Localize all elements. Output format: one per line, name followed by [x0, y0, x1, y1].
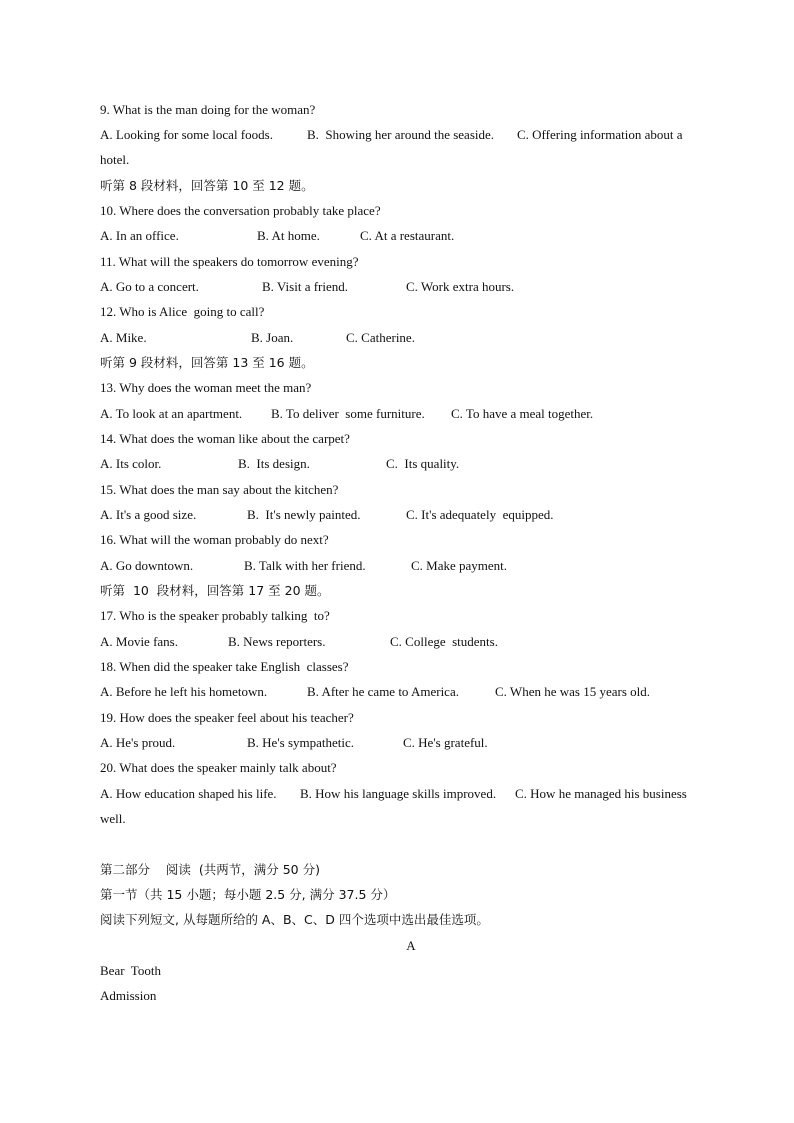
- question-13-option-c: C. To have a meal together.: [451, 406, 594, 421]
- section-instruction-10: 听第 10 段材料，回答第 17 至 20 题。: [100, 583, 330, 598]
- question-18-option-b: B. After he came to America.: [307, 684, 459, 699]
- question-14-stem: 14. What does the woman like about the carpet?: [100, 431, 350, 446]
- question-16-option-a: A. Go downtown.: [100, 558, 194, 573]
- question-16-option-c: C. Make payment.: [411, 558, 508, 573]
- question-14-option-a: A. Its color.: [100, 456, 162, 471]
- question-15-option-a: A. It's a good size.: [100, 507, 197, 522]
- reading-instruction: 阅读下列短文, 从每题所给的 A、B、C、D 四个选项中选出最佳选项。: [100, 912, 489, 927]
- question-18-option-a: A. Before he left his hometown.: [100, 684, 268, 699]
- question-10-stem: 10. Where does the conversation probably take place?: [100, 203, 381, 218]
- question-12-option-c: C. Catherine.: [346, 330, 415, 345]
- question-10-option-b: B. At home.: [257, 228, 320, 243]
- question-20-option-c: C. How he managed his business: [515, 786, 687, 801]
- question-12-option-b: B. Joan.: [251, 330, 294, 345]
- question-15-option-c: C. It's adequately equipped.: [406, 507, 554, 522]
- question-11-option-b: B. Visit a friend.: [262, 279, 348, 294]
- passage-subheading: Admission: [100, 988, 157, 1003]
- question-12-stem: 12. Who is Alice going to call?: [100, 304, 265, 319]
- question-11-option-a: A. Go to a concert.: [100, 279, 199, 294]
- question-20-option-a: A. How education shaped his life.: [100, 786, 277, 801]
- question-20-option-b: B. How his language skills improved.: [300, 786, 497, 801]
- question-9-option-b: B. Showing her around the seaside.: [307, 127, 495, 142]
- question-9-stem: 9. What is the man doing for the woman?: [100, 102, 316, 117]
- question-14-option-b: B. Its design.: [238, 456, 310, 471]
- section-one-heading: 第一节（共 15 小题；每小题 2.5 分, 满分 37.5 分）: [100, 887, 396, 902]
- question-18-stem: 18. When did the speaker take English classes?: [100, 659, 349, 674]
- question-17-option-b: B. News reporters.: [228, 634, 326, 649]
- question-13-option-b: B. To deliver some furniture.: [271, 406, 425, 421]
- question-20-stem: 20. What does the speaker mainly talk about?: [100, 760, 337, 775]
- passage-letter: A: [406, 938, 416, 953]
- question-11-option-c: C. Work extra hours.: [406, 279, 515, 294]
- question-17-option-a: A. Movie fans.: [100, 634, 178, 649]
- question-20-option-c-continued: well.: [100, 811, 126, 826]
- question-19-option-c: C. He's grateful.: [403, 735, 488, 750]
- question-19-option-b: B. He's sympathetic.: [247, 735, 355, 750]
- question-18-option-c: C. When he was 15 years old.: [495, 684, 651, 699]
- question-9-option-c-continued: hotel.: [100, 152, 130, 167]
- section-instruction-9: 听第 9 段材料，回答第 13 至 16 题。: [100, 355, 314, 370]
- question-15-stem: 15. What does the man say about the kitchen?: [100, 482, 339, 497]
- question-19-option-a: A. He's proud.: [100, 735, 176, 750]
- section-instruction-8: 听第 8 段材料，回答第 10 至 12 题。: [100, 178, 314, 193]
- question-16-option-b: B. Talk with her friend.: [244, 558, 366, 573]
- question-11-stem: 11. What will the speakers do tomorrow evening?: [100, 254, 359, 269]
- part-two-heading: 第二部分 阅读 (共两节，满分 50 分): [100, 862, 320, 877]
- question-12-option-a: A. Mike.: [100, 330, 147, 345]
- question-14-option-c: C. Its quality.: [386, 456, 460, 471]
- question-17-option-c: C. College students.: [390, 634, 498, 649]
- question-9-option-a: A. Looking for some local foods.: [100, 127, 273, 142]
- question-16-stem: 16. What will the woman probably do next?: [100, 532, 329, 547]
- question-10-option-c: C. At a restaurant.: [360, 228, 455, 243]
- question-19-stem: 19. How does the speaker feel about his teacher?: [100, 710, 354, 725]
- question-13-stem: 13. Why does the woman meet the man?: [100, 380, 312, 395]
- question-13-option-a: A. To look at an apartment.: [100, 406, 243, 421]
- question-17-stem: 17. Who is the speaker probably talking to?: [100, 608, 330, 623]
- question-10-option-a: A. In an office.: [100, 228, 179, 243]
- question-15-option-b: B. It's newly painted.: [247, 507, 361, 522]
- passage-title: Bear Tooth: [100, 963, 161, 978]
- question-9-option-c: C. Offering information about a: [517, 127, 683, 142]
